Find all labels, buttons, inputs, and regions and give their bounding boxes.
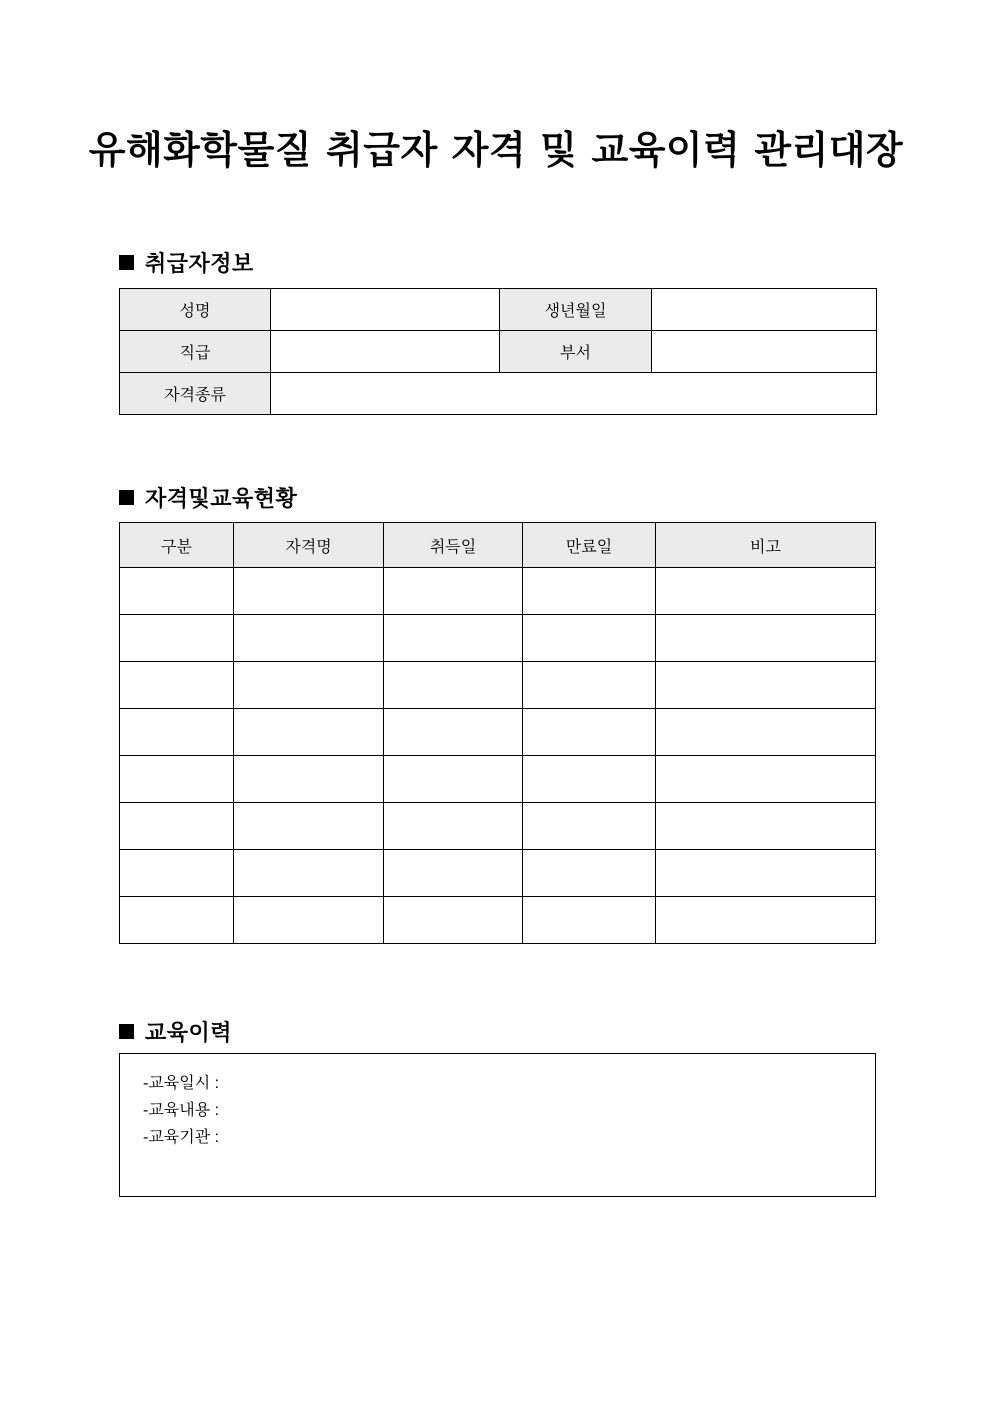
qualification-empty-row	[120, 662, 876, 709]
empty-cell	[234, 756, 384, 803]
empty-cell	[234, 803, 384, 850]
birthdate-value-cell	[652, 289, 877, 331]
empty-cell	[234, 615, 384, 662]
empty-cell	[384, 615, 523, 662]
page-title: 유해화학물질 취급자 자격 및 교육이력 관리대장	[88, 130, 904, 172]
table-row	[120, 289, 877, 331]
empty-cell	[234, 662, 384, 709]
empty-cell	[656, 709, 876, 756]
qualification-empty-row	[120, 897, 876, 944]
qualification-empty-row	[120, 709, 876, 756]
department-label-cell: 부서	[500, 331, 652, 373]
empty-cell	[234, 568, 384, 615]
training-date-line: -교육일시 :	[143, 1075, 220, 1092]
empty-cell	[523, 897, 656, 944]
empty-cell	[120, 662, 234, 709]
col-header-qualification-name: 자격명	[234, 523, 384, 568]
department-value-cell	[652, 331, 877, 373]
col-header-remarks: 비고	[656, 523, 876, 568]
empty-cell	[656, 615, 876, 662]
empty-cell	[656, 803, 876, 850]
table-row	[120, 373, 877, 415]
qualification-type-label-cell: 자격종류	[120, 373, 271, 415]
empty-cell	[384, 568, 523, 615]
section-heading-label: 자격및교육현황	[145, 485, 298, 511]
empty-cell	[120, 803, 234, 850]
section-heading-qualification-status	[119, 485, 297, 509]
empty-cell	[523, 709, 656, 756]
empty-cell	[656, 897, 876, 944]
empty-cell	[656, 662, 876, 709]
training-history-box	[119, 1053, 876, 1197]
empty-cell	[523, 850, 656, 897]
position-label-cell: 직급	[120, 331, 271, 373]
empty-cell	[120, 897, 234, 944]
empty-cell	[384, 850, 523, 897]
section-heading-label: 취급자정보	[145, 250, 254, 276]
handler-info-table	[119, 288, 877, 415]
empty-cell	[234, 850, 384, 897]
qualification-table-body	[120, 568, 876, 944]
empty-cell	[120, 850, 234, 897]
section-heading-handler-info	[119, 250, 254, 274]
section-heading-label: 교육이력	[145, 1019, 233, 1045]
col-header-category: 구분	[120, 523, 234, 568]
empty-cell	[523, 756, 656, 803]
section-heading-training-history	[119, 1019, 232, 1043]
empty-cell	[656, 756, 876, 803]
col-header-acquisition-date: 취득일	[384, 523, 523, 568]
empty-cell	[384, 709, 523, 756]
qualification-empty-row	[120, 803, 876, 850]
empty-cell	[523, 662, 656, 709]
table-header-row	[120, 523, 876, 568]
birthdate-label-cell: 생년월일	[500, 289, 652, 331]
qualification-empty-row	[120, 615, 876, 662]
section-bullet-square-icon	[119, 255, 134, 270]
empty-cell	[523, 803, 656, 850]
training-institution-line: -교육기관 :	[143, 1129, 220, 1146]
position-value-cell	[271, 331, 500, 373]
qualification-type-value-cell	[271, 373, 877, 415]
empty-cell	[523, 568, 656, 615]
empty-cell	[234, 897, 384, 944]
section-bullet-square-icon	[119, 1024, 134, 1039]
empty-cell	[120, 615, 234, 662]
empty-cell	[384, 756, 523, 803]
empty-cell	[656, 850, 876, 897]
qualification-empty-row	[120, 850, 876, 897]
empty-cell	[120, 709, 234, 756]
name-value-cell	[271, 289, 500, 331]
section-bullet-square-icon	[119, 490, 134, 505]
name-label-cell: 성명	[120, 289, 271, 331]
empty-cell	[384, 897, 523, 944]
qualification-empty-row	[120, 756, 876, 803]
empty-cell	[120, 756, 234, 803]
empty-cell	[523, 615, 656, 662]
empty-cell	[384, 662, 523, 709]
empty-cell	[120, 568, 234, 615]
col-header-expiration-date: 만료일	[523, 523, 656, 568]
empty-cell	[234, 709, 384, 756]
empty-cell	[656, 568, 876, 615]
table-row	[120, 331, 877, 373]
qualification-status-table	[119, 522, 876, 944]
training-content-line: -교육내용 :	[143, 1102, 220, 1119]
qualification-empty-row	[120, 568, 876, 615]
empty-cell	[384, 803, 523, 850]
